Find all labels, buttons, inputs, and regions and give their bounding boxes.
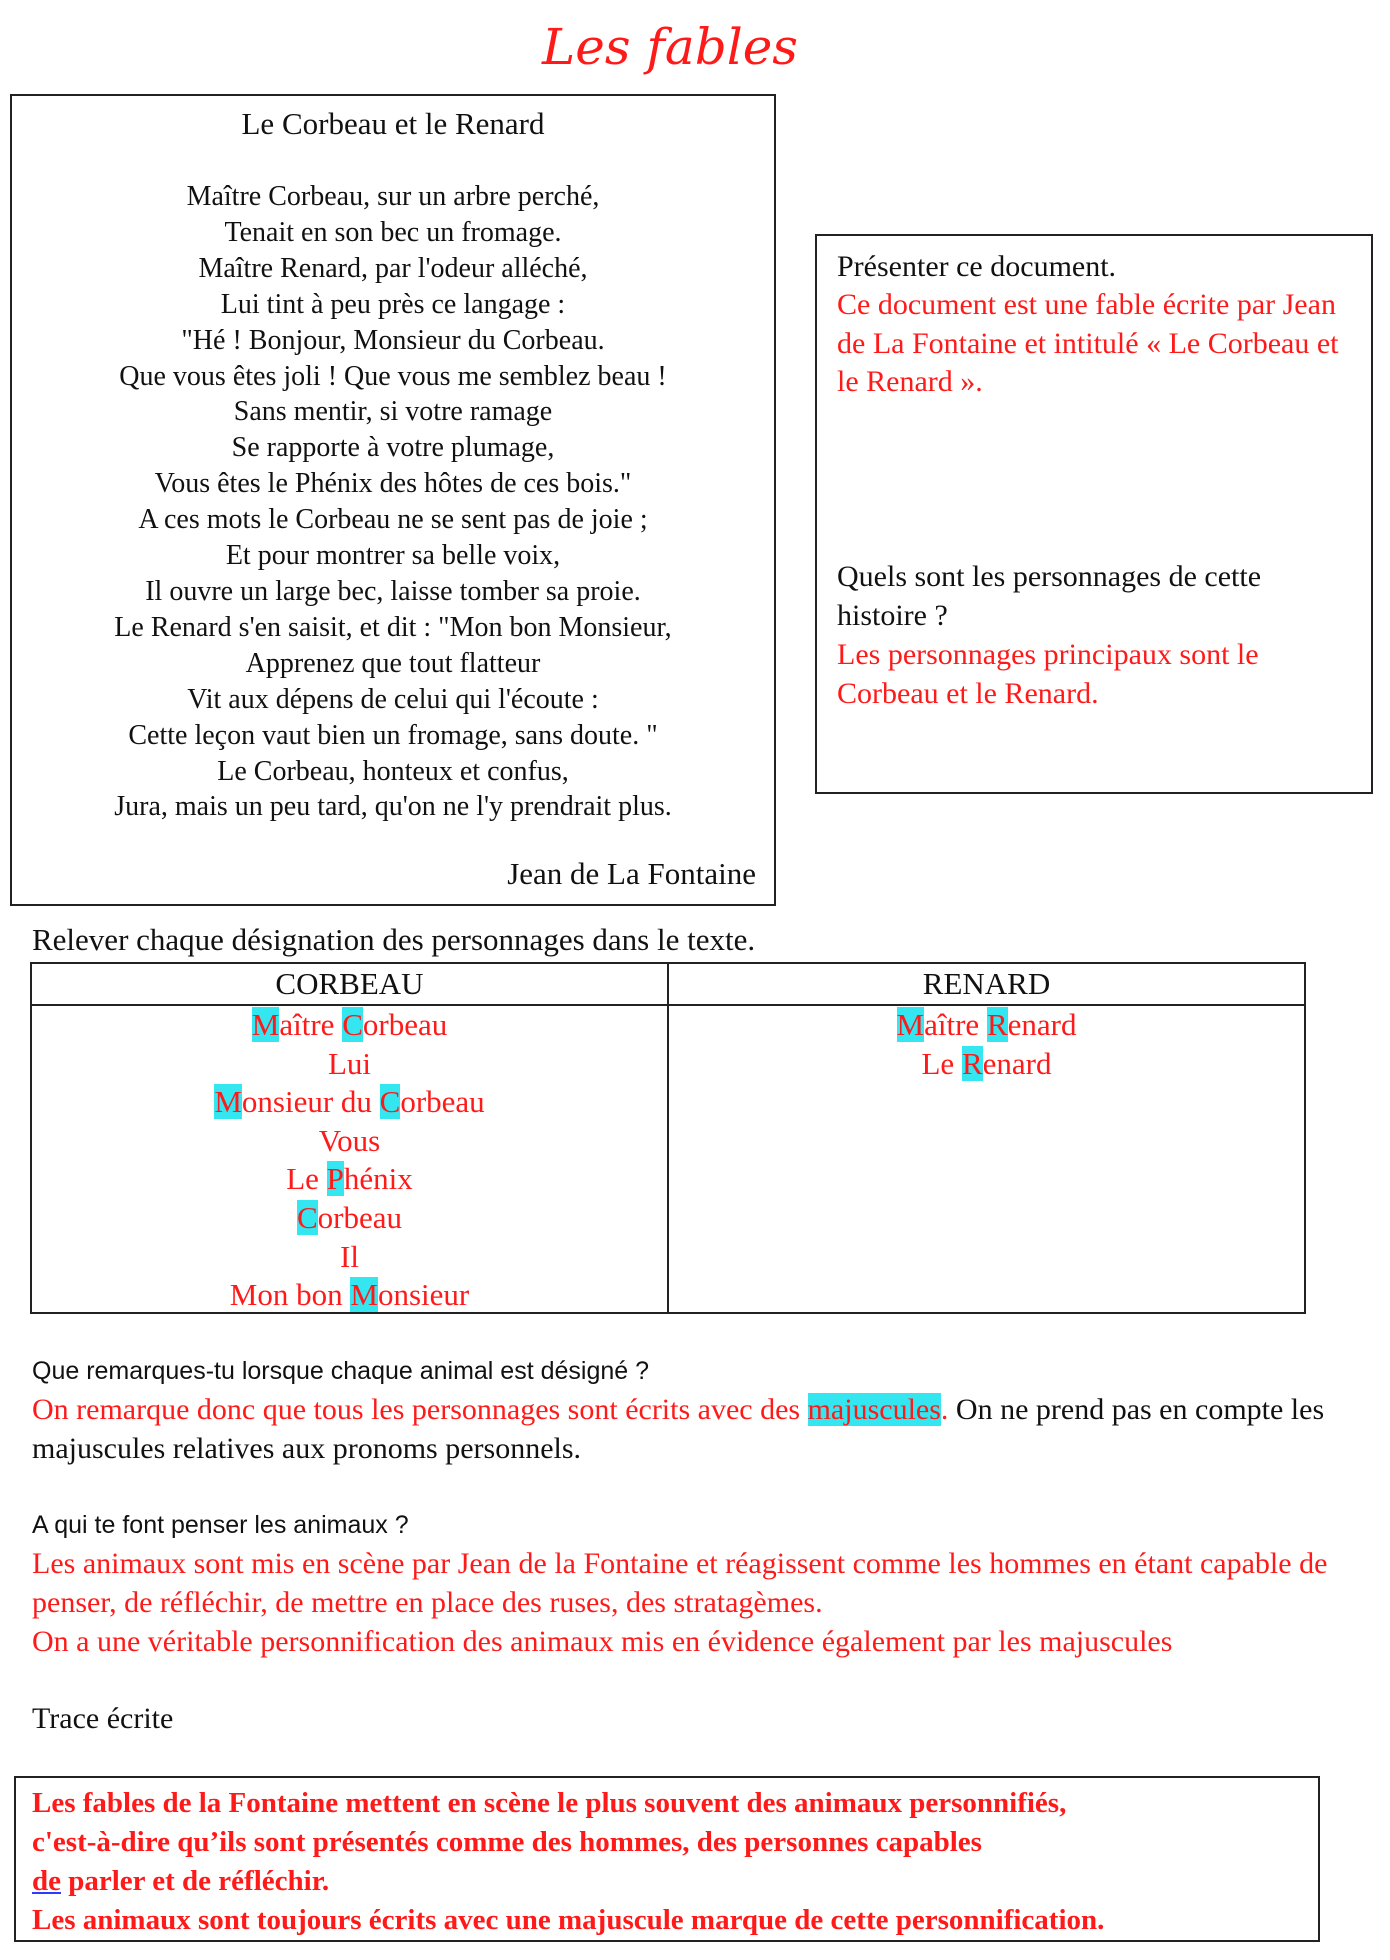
poem-line: Tenait en son bec un fromage. <box>224 216 562 248</box>
page-title: Les fables <box>542 18 798 76</box>
underlined-word: de <box>32 1865 61 1897</box>
poem-line: Le Renard s'en saisit, et dit : "Mon bon Monsieur, <box>114 611 672 643</box>
question-characters: Quels sont les personnages de cette histoire ? <box>837 560 1262 632</box>
highlighted-capital: M <box>251 1007 280 1042</box>
poem-line: Se rapporte à votre plumage, <box>231 432 555 464</box>
column-header-renard: RENARD <box>922 966 1051 1001</box>
poem-line: Vit aux dépens de celui qui l'écoute : <box>187 683 599 715</box>
poem-title: Le Corbeau et le Renard <box>241 106 545 141</box>
designation-text: onsieur <box>377 1277 470 1313</box>
corbeau-designations <box>32 1006 667 1315</box>
highlighted-capital: C <box>379 1084 401 1120</box>
corbeau-designation <box>32 1160 667 1199</box>
table-instruction: Relever chaque désignation des personnages dans le texte. <box>32 922 756 957</box>
renard-designation <box>669 1045 1304 1084</box>
poem-line: Vous êtes le Phénix des hôtes de ces bois." <box>154 468 632 500</box>
poem-box <box>10 94 776 906</box>
highlighted-capital: M <box>350 1277 378 1313</box>
summary-line: Les animaux sont toujours écrits avec une majuscule marque de cette personnification. <box>32 1904 1105 1936</box>
poem-line: Cette leçon vaut bien un fromage, sans doute. " <box>128 719 658 751</box>
designation-text: orbeau <box>362 1007 448 1042</box>
highlighted-capital: M <box>896 1007 925 1042</box>
corbeau-designation <box>32 1122 667 1161</box>
poem-author: Jean de La Fontaine <box>507 856 756 891</box>
designation-text: orbeau <box>317 1199 403 1235</box>
answer-animals <box>32 1545 1362 1661</box>
poem-line: "Hé ! Bonjour, Monsieur du Corbeau. <box>181 324 605 356</box>
question-capitals: Que remarques-tu lorsque chaque animal est désigné ? <box>32 1357 650 1385</box>
renard-designations <box>669 1006 1304 1083</box>
answer-capitals-period: . <box>940 1393 949 1426</box>
designation-text: Mon bon <box>229 1277 351 1313</box>
corbeau-designation <box>32 1045 667 1084</box>
poem-line: Il ouvre un large bec, laisse tomber sa proie. <box>145 575 641 607</box>
renard-designation <box>669 1006 1304 1045</box>
answer-animals-p1: Les animaux sont mis en scène par Jean de la Fontaine et réagissent comme les hommes en étant capable de penser, de réfléchir, de mettre en place des ruses, des stratagèmes. <box>32 1547 1328 1619</box>
question-animals: A qui te font penser les animaux ? <box>32 1511 409 1539</box>
corbeau-designation <box>32 1083 667 1122</box>
poem-line: Maître Renard, par l'odeur alléché, <box>198 252 588 284</box>
question-answer-box <box>815 234 1373 794</box>
designation-text: enard <box>1007 1007 1077 1042</box>
corbeau-designation <box>32 1276 667 1315</box>
poem-line: Et pour montrer sa belle voix, <box>225 540 561 572</box>
answer-capitals <box>32 1391 1362 1469</box>
designation-text: hénix <box>343 1161 413 1197</box>
designation-text: Le <box>286 1161 327 1197</box>
summary-line <box>32 1862 1310 1901</box>
corbeau-designation <box>32 1199 667 1238</box>
answer-animals-p2: On a une véritable personnification des animaux mis en évidence également par les majuscules <box>32 1624 1173 1658</box>
designation-text: onsieur du <box>241 1084 380 1120</box>
highlighted-capital: P <box>326 1161 344 1197</box>
question-present-document: Présenter ce document. <box>837 250 1117 283</box>
column-header-corbeau: CORBEAU <box>275 966 424 1001</box>
designation-text: enard <box>982 1045 1052 1081</box>
highlighted-capital: R <box>986 1007 1008 1042</box>
poem-line: Que vous êtes joli ! Que vous me semblez beau ! <box>119 360 667 392</box>
poem-line: Sans mentir, si votre ramage <box>233 396 553 428</box>
poem-line: Maître Corbeau, sur un arbre perché, <box>186 181 600 212</box>
highlighted-capital: M <box>214 1084 242 1120</box>
highlight-majuscules: majuscules <box>807 1393 941 1426</box>
poem-line: Le Corbeau, honteux et confus, <box>217 755 569 787</box>
summary-line: c'est-à-dire qu’ils sont présentés comme des hommes, des personnes capables <box>32 1826 982 1858</box>
trace-ecrite-label: Trace écrite <box>32 1702 174 1735</box>
poem-line: A ces mots le Corbeau ne se sent pas de joie ; <box>138 504 648 536</box>
summary-line: Les fables de la Fontaine mettent en scène le plus souvent des animaux personnifiés, <box>32 1787 1067 1819</box>
poem-line: Apprenez que tout flatteur <box>245 647 541 679</box>
designation-text: aître <box>279 1007 343 1042</box>
summary-text <box>32 1784 1310 1940</box>
answer-characters: Les personnages principaux sont le Corbeau et le Renard. <box>837 638 1259 710</box>
highlighted-capital: C <box>296 1199 318 1235</box>
answer-capitals-note: On ne prend pas en compte les majuscules relatives aux pronoms personnels. <box>32 1393 1325 1465</box>
poem-line: Lui tint à peu près ce langage : <box>220 288 566 320</box>
designation-text: aître <box>924 1007 987 1042</box>
designation-text: Il <box>340 1238 359 1274</box>
corbeau-designation <box>32 1238 667 1277</box>
designation-table <box>30 962 1306 1314</box>
poem-lines <box>12 179 774 825</box>
highlighted-capital: R <box>961 1045 983 1081</box>
poem-line: Jura, mais un peu tard, qu'on ne l'y prendrait plus. <box>114 791 672 823</box>
designation-text: Lui <box>327 1045 372 1081</box>
summary-line-rest: parler et de réfléchir. <box>61 1865 330 1897</box>
designation-text: orbeau <box>400 1084 485 1120</box>
answer-present-document: Ce document est une fable écrite par Jean de La Fontaine et intitulé « Le Corbeau et le Renard ». <box>837 288 1339 398</box>
highlighted-capital: C <box>342 1007 363 1042</box>
corbeau-designation <box>32 1006 667 1045</box>
summary-box <box>14 1776 1320 1942</box>
designation-text: Le <box>921 1045 962 1081</box>
answer-capitals-part1: On remarque donc que tous les personnages sont écrits avec des <box>32 1393 808 1426</box>
designation-text: Vous <box>318 1122 381 1158</box>
